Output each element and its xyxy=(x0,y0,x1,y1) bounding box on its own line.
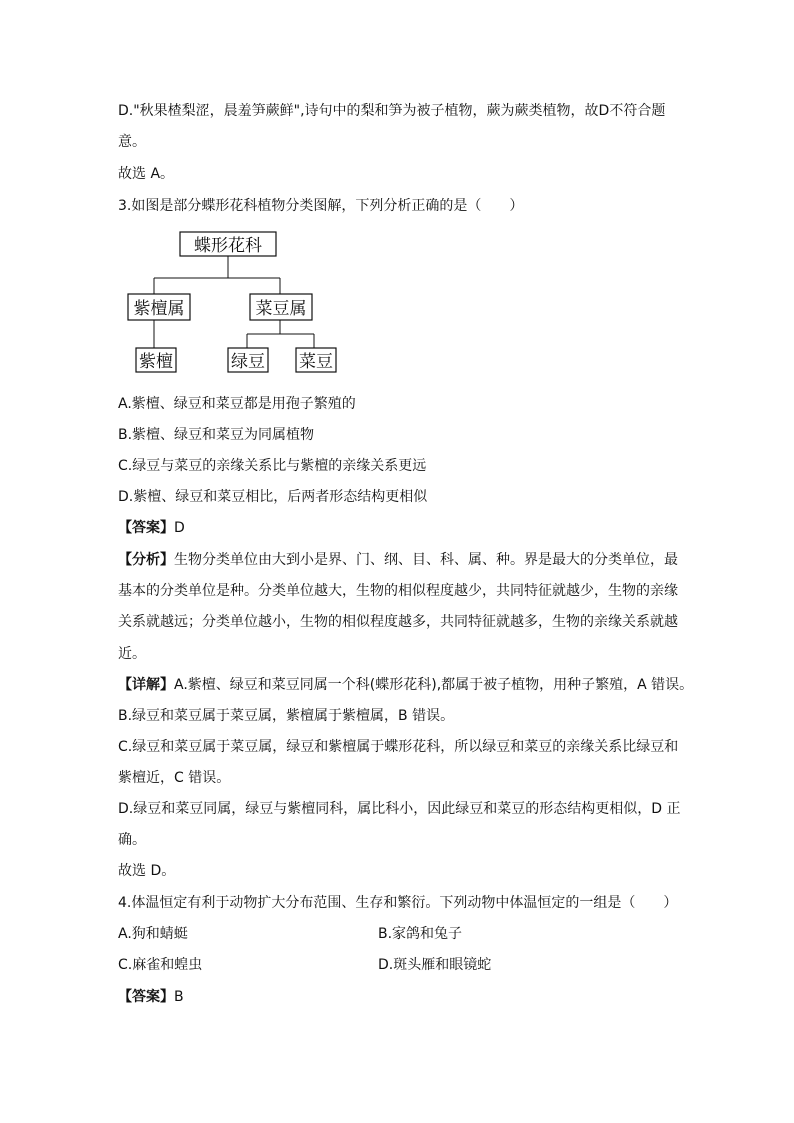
q4-option-c: C.麻雀和蝗虫 xyxy=(118,957,203,973)
q3-answer-value: D xyxy=(174,520,185,536)
q3-detail-line5: D.绿豆和菜豆同属，绿豆与紫檀同科，属比科小，因此绿豆和菜豆的形态结构更相似，D 正 xyxy=(118,801,681,817)
q3-detail-line2: B.绿豆和菜豆属于菜豆属，紫檀属于紫檀属，B 错误。 xyxy=(118,708,455,724)
q4-answer xyxy=(118,987,184,1007)
q3-analysis-line4: 近。 xyxy=(118,646,146,662)
q3-answer xyxy=(118,518,185,538)
prev-choice: 故选 A。 xyxy=(118,166,175,182)
label-root: 蝶形花科 xyxy=(194,236,262,256)
label-genus-right: 菜豆属 xyxy=(255,299,307,319)
q3-answer-tag: 【答案】 xyxy=(118,520,174,536)
q3-detail-line3: C.绿豆和菜豆属于菜豆属，绿豆和紫檀属于蝶形花科，所以绿豆和菜豆的亲缘关系比绿豆和 xyxy=(118,739,679,755)
q3-detail-line1 xyxy=(118,675,693,695)
q3-analysis-tag: 【分析】 xyxy=(118,552,174,568)
q3-option-a: A.紫檀、绿豆和菜豆都是用孢子繁殖的 xyxy=(118,396,356,412)
label-species-mid: 绿豆 xyxy=(231,352,265,372)
q3-analysis-text1: 生物分类单位由大到小是界、门、纲、目、科、属、种。界是最大的分类单位，最 xyxy=(174,552,678,568)
label-species-right: 菜豆 xyxy=(299,352,333,372)
q4-stem: 4.体温恒定有利于动物扩大分布范围、生存和繁衍。下列动物中体温恒定的一组是（ ） xyxy=(118,895,678,911)
q3-analysis-line2: 基本的分类单位是种。分类单位越大，生物的相似程度越少，共同特征就越少，生物的亲缘 xyxy=(118,583,678,599)
prev-option-d-line2: 意。 xyxy=(118,134,146,150)
q3-detail-tag: 【详解】 xyxy=(118,677,174,693)
q4-answer-value: B xyxy=(174,989,184,1005)
q4-option-d: D.斑头雁和眼镜蛇 xyxy=(378,957,492,973)
q4-option-row2 xyxy=(118,955,202,975)
q3-option-b: B.紫檀、绿豆和菜豆为同属植物 xyxy=(118,427,315,443)
prev-option-d-line1: D."秋果楂梨涩，晨羞笋蕨鲜",诗句中的梨和笋为被子植物，蕨为蕨类植物，故D不符合题 xyxy=(118,103,666,119)
q4-option-row1 xyxy=(118,924,188,944)
q3-detail-line4: 紫檀近，C 错误。 xyxy=(118,770,231,786)
q3-stem: 3.如图是部分蝶形花科植物分类图解，下列分析正确的是（ ） xyxy=(118,198,524,214)
q3-analysis-line3: 关系就越远；分类单位越小，生物的相似程度越多，共同特征就越多，生物的亲缘关系就越 xyxy=(118,614,678,630)
q3-option-c: C.绿豆与菜豆的亲缘关系比与紫檀的亲缘关系更远 xyxy=(118,458,427,474)
label-species-left: 紫檀 xyxy=(139,352,173,372)
q4-option-a: A.狗和蜻蜓 xyxy=(118,926,188,942)
label-genus-left: 紫檀属 xyxy=(133,299,185,319)
q3-detail-text1: A.紫檀、绿豆和菜豆同属一个科(蝶形花科),都属于被子植物，用种子繁殖，A 错误。 xyxy=(174,677,694,693)
q4-answer-tag: 【答案】 xyxy=(118,989,174,1005)
q3-choice: 故选 D。 xyxy=(118,863,176,879)
q3-option-d: D.紫檀、绿豆和菜豆相比，后两者形态结构更相似 xyxy=(118,489,428,505)
classification-diagram xyxy=(118,226,348,376)
q3-analysis-line1 xyxy=(118,550,678,570)
q3-detail-line6: 确。 xyxy=(118,832,146,848)
q4-option-b: B.家鸽和兔子 xyxy=(378,926,463,942)
